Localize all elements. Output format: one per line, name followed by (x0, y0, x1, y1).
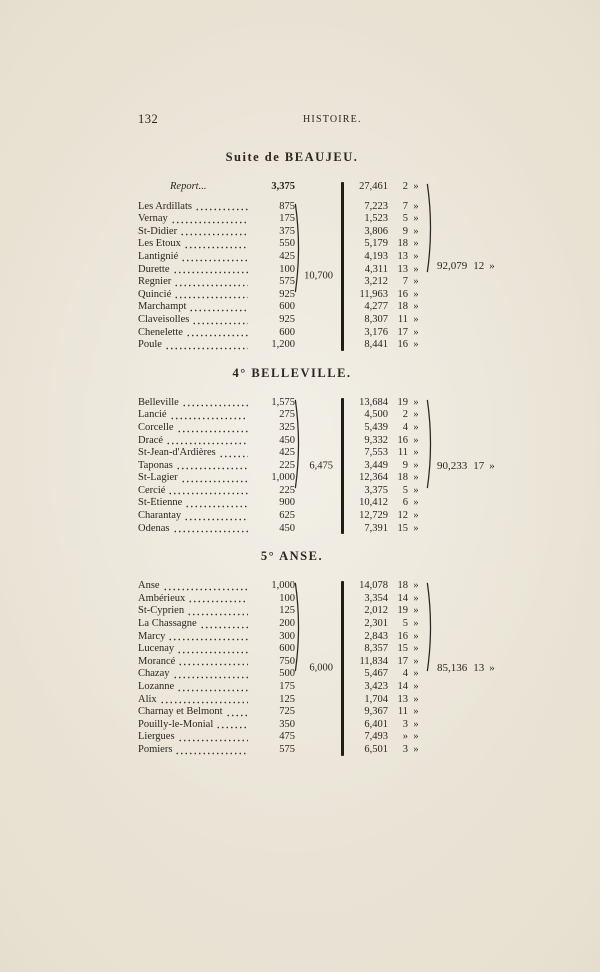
table-row (138, 301, 498, 314)
revenue-amount: 1,523 (364, 213, 388, 225)
sous-value: 15 (397, 643, 408, 655)
dot-leader (186, 334, 248, 337)
table-row (138, 593, 498, 606)
revenue-amount: 8,307 (364, 313, 388, 325)
commune-name: St-Cyprien (138, 605, 185, 617)
dot-leader (175, 752, 248, 755)
revenue-amount: 2,301 (364, 618, 388, 630)
revenue-amount: 7,493 (364, 731, 388, 743)
section-title: Suite de BEAUJEU. (225, 150, 359, 164)
contribution-amount: 475 (279, 731, 295, 743)
table-row (138, 422, 498, 435)
revenue-amount: 2,843 (364, 630, 388, 642)
report-revenue: 27,461 (359, 181, 388, 192)
contribution-amount: 925 (279, 288, 295, 300)
table-row (138, 213, 498, 226)
revenue-amount: 2,012 (364, 605, 388, 617)
revenue-amount: 8,441 (364, 339, 388, 351)
deniers-value: » (413, 643, 419, 655)
group-brace-icon (294, 582, 303, 672)
section-title: 4° BELLEVILLE. (232, 365, 352, 380)
dot-leader (166, 442, 248, 445)
contribution-amount: 500 (279, 668, 295, 680)
contribution-amount: 350 (279, 718, 295, 730)
commune-name: Chenelette (138, 326, 183, 338)
dot-leader (195, 208, 248, 211)
deniers-value: » (413, 225, 419, 237)
grand-total-amount: 92,079 (437, 260, 468, 273)
sous-value: 12 (397, 510, 408, 522)
tax-section (0, 150, 600, 352)
grand-total-deniers: » (489, 662, 495, 675)
sous-value: 17 (397, 326, 408, 338)
contribution-amount: 200 (279, 618, 295, 630)
revenue-amount: 7,553 (364, 447, 388, 459)
deniers-value: » (413, 630, 419, 642)
dot-leader (177, 651, 248, 654)
contribution-amount: 450 (279, 434, 295, 446)
deniers-value: » (413, 580, 419, 592)
table-row (138, 744, 498, 757)
revenue-amount: 3,449 (364, 459, 388, 471)
revenue-amount: 10,412 (359, 497, 388, 509)
table-row (138, 226, 498, 239)
revenue-amount: 3,212 (364, 276, 388, 288)
grand-total-sous: 12 (473, 260, 485, 273)
table-row (138, 694, 498, 707)
table-row (138, 397, 498, 410)
group-total: 10,700 (304, 270, 333, 282)
page-number: 132 (138, 112, 159, 126)
table-row (138, 706, 498, 719)
deniers-value: » (413, 592, 419, 604)
page-header (0, 112, 600, 128)
dot-leader (174, 284, 248, 287)
table-row (138, 510, 498, 523)
commune-name: Les Etoux (138, 238, 181, 250)
sous-value: 15 (397, 522, 408, 534)
deniers-value: » (413, 472, 419, 484)
sous-value: 16 (397, 630, 408, 642)
sous-value: 16 (397, 339, 408, 351)
commune-name: La Chassagne (138, 618, 197, 630)
report-label: Report... (170, 181, 207, 192)
column-rule (341, 398, 344, 535)
commune-name: Chazay (138, 668, 170, 680)
revenue-amount: 3,423 (364, 681, 388, 692)
contribution-amount: 325 (279, 421, 295, 433)
contribution-amount: 1,000 (271, 472, 295, 484)
deniers-value: » (413, 409, 419, 421)
commune-name: Lantignié (138, 250, 179, 262)
contribution-amount: 925 (279, 313, 295, 325)
dot-leader (185, 505, 248, 508)
commune-name: Taponas (138, 459, 173, 471)
table-row (138, 643, 498, 656)
table-row (138, 605, 498, 618)
contribution-amount: 175 (279, 681, 295, 692)
deniers-value: » (413, 718, 419, 730)
dot-leader (168, 638, 248, 641)
dot-leader (181, 480, 248, 483)
sous-value: 18 (397, 472, 408, 484)
sous-value: 14 (397, 592, 408, 604)
commune-name: St-Didier (138, 225, 178, 237)
revenue-amount: 6,501 (364, 743, 388, 755)
revenue-amount: 3,354 (364, 592, 388, 604)
table-row (138, 201, 498, 214)
sous-value: 9 (402, 459, 408, 471)
commune-name: Corcelle (138, 421, 174, 433)
table-row (138, 339, 498, 352)
deniers-value: » (413, 484, 419, 496)
deniers-value: » (413, 510, 419, 522)
revenue-amount: 12,364 (359, 472, 388, 484)
sous-value: 13 (397, 263, 408, 275)
table-row (138, 472, 498, 485)
revenue-amount: 4,277 (364, 301, 388, 313)
commune-name: Lozanne (138, 681, 175, 692)
dot-leader (178, 739, 248, 742)
dot-leader (168, 492, 248, 495)
contribution-amount: 125 (279, 693, 295, 705)
sous-value: 13 (397, 693, 408, 705)
sous-value: 14 (397, 681, 408, 692)
commune-name: Claveisolles (138, 313, 190, 325)
table-row (138, 447, 498, 460)
contribution-amount: 1,575 (271, 396, 295, 408)
report-contribution: 3,375 (271, 181, 295, 192)
revenue-amount: 9,332 (364, 434, 388, 446)
contribution-amount: 575 (279, 743, 295, 755)
revenue-amount: 8,357 (364, 643, 388, 655)
commune-name: Liergues (138, 731, 175, 743)
dot-leader (189, 309, 248, 312)
sous-value: 16 (397, 288, 408, 300)
contribution-amount: 600 (279, 326, 295, 338)
commune-name: Alix (138, 693, 157, 705)
dot-leader (173, 271, 249, 274)
contribution-amount: 625 (279, 510, 295, 522)
dot-leader (160, 701, 248, 704)
dot-leader (170, 417, 248, 420)
dot-leader (174, 296, 248, 299)
contribution-amount: 425 (279, 250, 295, 262)
revenue-amount: 12,729 (359, 510, 388, 522)
deniers-value: » (413, 522, 419, 534)
tax-section (0, 352, 600, 536)
dot-leader (182, 404, 248, 407)
sous-value: » (402, 731, 408, 743)
commune-name: Poule (138, 339, 162, 351)
deniers-value: » (413, 681, 419, 692)
sous-value: 19 (397, 605, 408, 617)
sous-value: 5 (402, 618, 408, 630)
column-rule (341, 182, 344, 351)
deniers-value: » (413, 200, 419, 212)
sous-value: 11 (397, 706, 408, 718)
table-row (138, 289, 498, 302)
commune-name: Quincié (138, 288, 172, 300)
revenue-amount: 1,704 (364, 693, 388, 705)
sous-value: 18 (397, 301, 408, 313)
deniers-value: » (413, 693, 419, 705)
contribution-amount: 750 (279, 655, 295, 667)
sous-value: 18 (397, 580, 408, 592)
dot-leader (219, 455, 248, 458)
table-row (138, 327, 498, 340)
table-row (138, 409, 498, 422)
dot-leader (165, 347, 248, 350)
commune-name: Lucenay (138, 643, 175, 655)
dot-leader (200, 626, 248, 629)
dot-leader (188, 600, 248, 603)
sous-value: 4 (402, 668, 408, 680)
deniers-value: » (413, 288, 419, 300)
contribution-amount: 1,200 (271, 339, 295, 351)
contribution-amount: 275 (279, 409, 295, 421)
table-row (138, 618, 498, 631)
table-row (138, 485, 498, 498)
sous-value: 16 (397, 434, 408, 446)
dot-leader (173, 676, 249, 679)
grand-total (437, 460, 495, 472)
contribution-amount: 375 (279, 225, 295, 237)
contribution-amount: 725 (279, 706, 295, 718)
deniers-value: » (413, 459, 419, 471)
contribution-amount: 875 (279, 200, 295, 212)
revenue-amount: 9,367 (364, 706, 388, 718)
revenue-amount: 14,078 (359, 580, 388, 592)
grand-total-sous: 17 (473, 459, 485, 472)
commune-name: Charnay et Belmont (138, 706, 223, 718)
deniers-value: » (413, 421, 419, 433)
section-table (138, 181, 498, 352)
deniers-value: » (413, 339, 419, 351)
commune-name: St-Jean-d'Ardières (138, 447, 216, 459)
revenue-amount: 3,806 (364, 225, 388, 237)
dot-leader (177, 689, 248, 692)
sous-value: 17 (397, 655, 408, 667)
rows (138, 201, 498, 352)
contribution-amount: 225 (279, 484, 295, 496)
sous-value: 2 (402, 409, 408, 421)
table-row (138, 238, 498, 251)
deniers-value: » (413, 396, 419, 408)
dot-leader (177, 430, 248, 433)
revenue-amount: 5,439 (364, 421, 388, 433)
table-row (138, 435, 498, 448)
sous-value: 11 (397, 313, 408, 325)
grand-total-brace-icon (426, 183, 435, 273)
grand-total-amount: 90,233 (437, 459, 468, 472)
table-row (138, 314, 498, 327)
revenue-amount: 4,193 (364, 250, 388, 262)
table-row (138, 580, 498, 593)
dot-leader (176, 467, 248, 470)
table-row (138, 681, 498, 694)
revenue-amount: 7,391 (364, 522, 388, 534)
revenue-amount: 5,179 (364, 238, 388, 250)
sous-value: 11 (397, 447, 408, 459)
section-table (138, 580, 498, 756)
sous-value: 7 (402, 276, 408, 288)
grand-total-sous: 13 (473, 662, 485, 675)
group-brace-icon (294, 399, 303, 489)
dot-leader (226, 714, 248, 717)
commune-name: Odenas (138, 522, 170, 534)
revenue-amount: 4,311 (364, 263, 388, 275)
running-head: HISTOIRE. (303, 114, 362, 125)
contribution-amount: 575 (279, 276, 295, 288)
commune-name: Ambérieux (138, 592, 186, 604)
dot-leader (163, 588, 248, 591)
contribution-amount: 300 (279, 630, 295, 642)
commune-name: Les Ardillats (138, 200, 192, 212)
deniers-value: » (413, 276, 419, 288)
column-rule (341, 581, 344, 755)
commune-name: Belleville (138, 396, 179, 408)
contribution-amount: 125 (279, 605, 295, 617)
revenue-amount: 7,223 (364, 200, 388, 212)
commune-name: Anse (138, 580, 160, 592)
deniers-value: » (413, 326, 419, 338)
commune-name: Charantay (138, 510, 182, 522)
deniers-value: » (413, 497, 419, 509)
deniers-value: » (413, 263, 419, 275)
table-row (138, 731, 498, 744)
grand-total-amount: 85,136 (437, 662, 468, 675)
dot-leader (192, 322, 248, 325)
commune-name: Pomiers (138, 743, 173, 755)
grand-total (437, 662, 495, 674)
sous-value: 19 (397, 396, 408, 408)
sous-value: 13 (397, 250, 408, 262)
dot-leader (173, 530, 249, 533)
commune-name: Cercié (138, 484, 166, 496)
deniers-value: » (413, 618, 419, 630)
sous-value: 3 (402, 743, 408, 755)
revenue-amount: 13,684 (359, 396, 388, 408)
table-row (138, 497, 498, 510)
dot-leader (178, 663, 248, 666)
commune-name: Regnier (138, 276, 172, 288)
report-deniers: » (413, 181, 419, 192)
group-total: 6,000 (309, 662, 333, 674)
table-row (138, 719, 498, 732)
sous-value: 3 (402, 718, 408, 730)
table-row (138, 631, 498, 644)
revenue-amount: 6,401 (364, 718, 388, 730)
dot-leader (187, 613, 248, 616)
contribution-amount: 225 (279, 459, 295, 471)
commune-name: St-Étienne (138, 497, 183, 509)
report-row (138, 181, 498, 194)
deniers-value: » (413, 605, 419, 617)
dot-leader (180, 233, 248, 236)
contribution-amount: 600 (279, 643, 295, 655)
table-row (138, 523, 498, 536)
deniers-value: » (413, 731, 419, 743)
commune-name: St-Lagier (138, 472, 178, 484)
dot-leader (181, 259, 248, 262)
revenue-amount: 5,467 (364, 668, 388, 680)
commune-name: Lancié (138, 409, 167, 421)
grand-total-brace-icon (426, 399, 435, 489)
commune-name: Pouilly-le-Monial (138, 718, 214, 730)
revenue-amount: 3,176 (364, 326, 388, 338)
contribution-amount: 425 (279, 447, 295, 459)
dot-leader (216, 726, 248, 729)
contribution-amount: 600 (279, 301, 295, 313)
grand-total (437, 260, 495, 272)
sous-value: 7 (402, 200, 408, 212)
grand-total-deniers: » (489, 459, 495, 472)
contribution-amount: 175 (279, 213, 295, 225)
dot-leader (171, 221, 248, 224)
contribution-amount: 1,000 (271, 580, 295, 592)
sous-value: 4 (402, 421, 408, 433)
contribution-amount: 450 (279, 522, 295, 534)
sous-value: 9 (402, 225, 408, 237)
deniers-value: » (413, 238, 419, 250)
group-total: 6,475 (309, 460, 333, 472)
grand-total-brace-icon (426, 582, 435, 672)
revenue-amount: 3,375 (364, 484, 388, 496)
deniers-value: » (413, 447, 419, 459)
contribution-amount: 550 (279, 238, 295, 250)
deniers-value: » (413, 668, 419, 680)
sous-value: 5 (402, 213, 408, 225)
section-table (138, 397, 498, 536)
commune-name: Morancé (138, 655, 176, 667)
dot-leader (184, 518, 248, 521)
deniers-value: » (413, 301, 419, 313)
deniers-value: » (413, 655, 419, 667)
grand-total-deniers: » (489, 260, 495, 273)
section-title: 5° ANSE. (260, 549, 324, 564)
deniers-value: » (413, 250, 419, 262)
sous-value: 6 (402, 497, 408, 509)
deniers-value: » (413, 706, 419, 718)
contribution-amount: 900 (279, 497, 295, 509)
deniers-value: » (413, 434, 419, 446)
commune-name: Marchampt (138, 301, 187, 313)
revenue-amount: 11,963 (359, 288, 388, 300)
commune-name: Durette (138, 263, 170, 275)
deniers-value: » (413, 213, 419, 225)
contribution-amount: 100 (279, 592, 295, 604)
sous-value: 5 (402, 484, 408, 496)
deniers-value: » (413, 313, 419, 325)
contribution-amount: 100 (279, 263, 295, 275)
revenue-amount: 4,500 (364, 409, 388, 421)
commune-name: Vernay (138, 213, 168, 225)
tax-section (0, 535, 600, 756)
report-sous: 2 (402, 181, 408, 192)
deniers-value: » (413, 743, 419, 755)
sections (0, 150, 600, 757)
revenue-amount: 11,834 (359, 655, 388, 667)
sous-value: 18 (397, 238, 408, 250)
dot-leader (184, 246, 248, 249)
commune-name: Dracé (138, 434, 164, 446)
commune-name: Marcy (138, 630, 166, 642)
